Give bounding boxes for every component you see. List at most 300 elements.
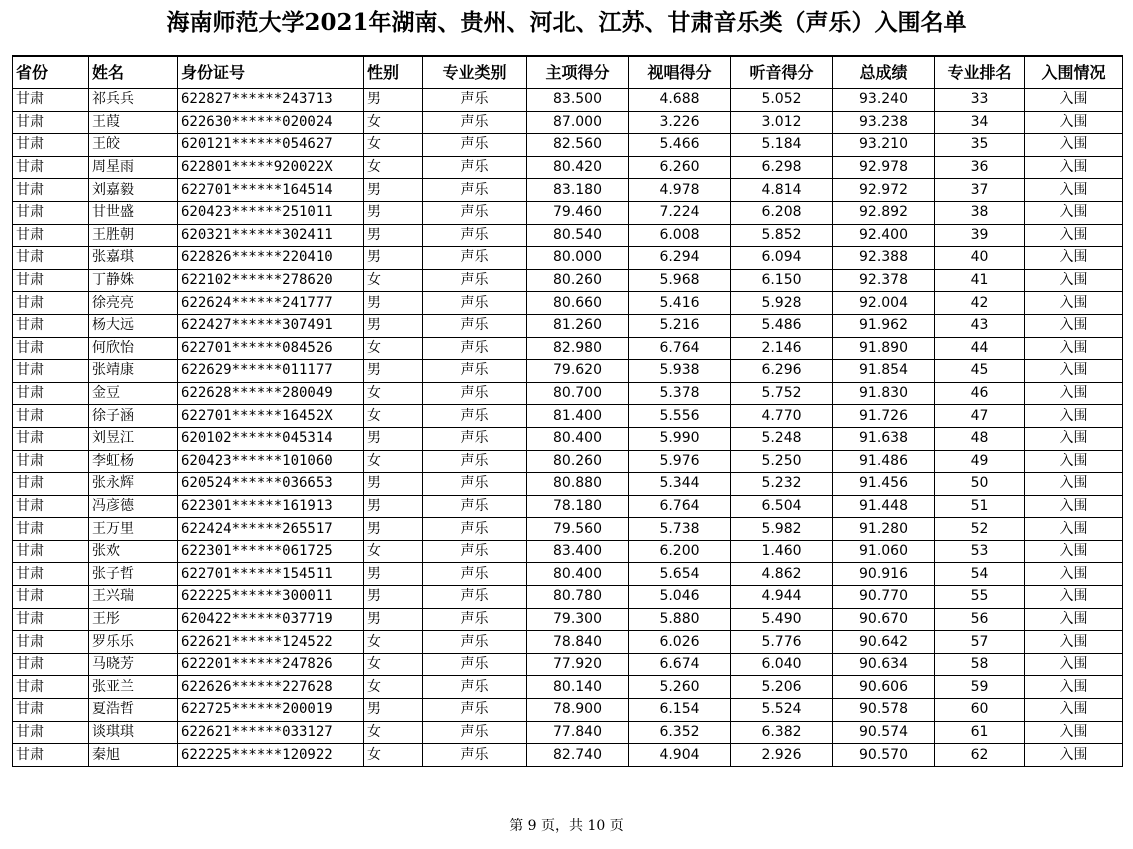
cell-ear-training-score: 2.926: [731, 744, 833, 767]
cell-gender: 男: [364, 179, 423, 202]
cell-major-rank: 52: [935, 518, 1025, 541]
cell-province: 甘肃: [13, 744, 89, 767]
cell-province: 甘肃: [13, 247, 89, 270]
table-row: [13, 676, 1123, 699]
header-main-score: 主项得分: [527, 56, 629, 89]
cell-admission-status: 入围: [1025, 518, 1123, 541]
cell-gender: 女: [364, 676, 423, 699]
cell-province: 甘肃: [13, 631, 89, 654]
cell-sight-singing-score: 6.294: [629, 247, 731, 270]
header-ear-training-score: 听音得分: [731, 56, 833, 89]
cell-ear-training-score: 4.770: [731, 405, 833, 428]
cell-province: 甘肃: [13, 450, 89, 473]
cell-sight-singing-score: 5.738: [629, 518, 731, 541]
cell-ear-training-score: 5.928: [731, 292, 833, 315]
cell-id-number: 622701******084526: [178, 337, 364, 360]
table-row: [13, 247, 1123, 270]
cell-province: 甘肃: [13, 676, 89, 699]
cell-major-category: 声乐: [423, 156, 527, 179]
cell-major-category: 声乐: [423, 360, 527, 383]
cell-name: 王葭: [89, 111, 178, 134]
cell-ear-training-score: 3.012: [731, 111, 833, 134]
cell-major-category: 声乐: [423, 427, 527, 450]
cell-main-score: 79.620: [527, 360, 629, 383]
cell-major-rank: 51: [935, 495, 1025, 518]
cell-sight-singing-score: 6.352: [629, 721, 731, 744]
cell-main-score: 79.300: [527, 608, 629, 631]
cell-total-score: 93.210: [833, 134, 935, 157]
cell-major-rank: 37: [935, 179, 1025, 202]
cell-major-rank: 47: [935, 405, 1025, 428]
cell-id-number: 622424******265517: [178, 518, 364, 541]
cell-ear-training-score: 5.486: [731, 314, 833, 337]
cell-major-rank: 49: [935, 450, 1025, 473]
cell-total-score: 93.238: [833, 111, 935, 134]
cell-sight-singing-score: 5.046: [629, 586, 731, 609]
table-row: [13, 201, 1123, 224]
table-row: [13, 518, 1123, 541]
cell-main-score: 80.420: [527, 156, 629, 179]
cell-major-category: 声乐: [423, 586, 527, 609]
table-row: [13, 427, 1123, 450]
cell-ear-training-score: 5.852: [731, 224, 833, 247]
cell-sight-singing-score: 5.968: [629, 269, 731, 292]
cell-name: 金豆: [89, 382, 178, 405]
cell-admission-status: 入围: [1025, 563, 1123, 586]
cell-major-rank: 55: [935, 586, 1025, 609]
cell-gender: 女: [364, 653, 423, 676]
table-row: [13, 314, 1123, 337]
cell-province: 甘肃: [13, 360, 89, 383]
header-id-number: 身份证号: [178, 56, 364, 89]
cell-admission-status: 入围: [1025, 360, 1123, 383]
cell-id-number: 620524******036653: [178, 473, 364, 496]
cell-main-score: 80.700: [527, 382, 629, 405]
cell-ear-training-score: 6.040: [731, 653, 833, 676]
cell-total-score: 92.892: [833, 201, 935, 224]
cell-main-score: 77.840: [527, 721, 629, 744]
cell-admission-status: 入围: [1025, 337, 1123, 360]
cell-major-rank: 38: [935, 201, 1025, 224]
cell-main-score: 77.920: [527, 653, 629, 676]
table-row: [13, 156, 1123, 179]
cell-main-score: 80.780: [527, 586, 629, 609]
cell-ear-training-score: 6.298: [731, 156, 833, 179]
cell-gender: 女: [364, 540, 423, 563]
cell-admission-status: 入围: [1025, 631, 1123, 654]
cell-province: 甘肃: [13, 518, 89, 541]
cell-major-rank: 42: [935, 292, 1025, 315]
cell-name: 张亚兰: [89, 676, 178, 699]
cell-id-number: 620102******045314: [178, 427, 364, 450]
cell-gender: 男: [364, 89, 423, 112]
cell-id-number: 622701******16452X: [178, 405, 364, 428]
cell-total-score: 90.916: [833, 563, 935, 586]
cell-main-score: 80.540: [527, 224, 629, 247]
cell-gender: 男: [364, 224, 423, 247]
cell-ear-training-score: 6.208: [731, 201, 833, 224]
cell-total-score: 91.890: [833, 337, 935, 360]
cell-gender: 男: [364, 608, 423, 631]
table-row: [13, 89, 1123, 112]
header-major-rank: 专业排名: [935, 56, 1025, 89]
cell-major-rank: 60: [935, 699, 1025, 722]
cell-admission-status: 入围: [1025, 201, 1123, 224]
cell-name: 甘世盛: [89, 201, 178, 224]
cell-total-score: 90.770: [833, 586, 935, 609]
table-row: [13, 405, 1123, 428]
cell-total-score: 90.634: [833, 653, 935, 676]
cell-ear-training-score: 6.094: [731, 247, 833, 270]
header-gender: 性别: [364, 56, 423, 89]
table-row: [13, 134, 1123, 157]
cell-sight-singing-score: 6.764: [629, 337, 731, 360]
cell-main-score: 80.000: [527, 247, 629, 270]
cell-province: 甘肃: [13, 201, 89, 224]
cell-admission-status: 入围: [1025, 744, 1123, 767]
cell-ear-training-score: 5.982: [731, 518, 833, 541]
cell-province: 甘肃: [13, 134, 89, 157]
cell-gender: 男: [364, 518, 423, 541]
cell-gender: 女: [364, 134, 423, 157]
cell-id-number: 620321******302411: [178, 224, 364, 247]
cell-major-rank: 35: [935, 134, 1025, 157]
cell-gender: 男: [364, 314, 423, 337]
cell-major-category: 声乐: [423, 563, 527, 586]
cell-total-score: 91.456: [833, 473, 935, 496]
cell-gender: 女: [364, 721, 423, 744]
cell-gender: 男: [364, 247, 423, 270]
cell-total-score: 91.962: [833, 314, 935, 337]
cell-admission-status: 入围: [1025, 676, 1123, 699]
page-footer: 第 9 页，共 10 页: [509, 818, 624, 834]
cell-name: 祁兵兵: [89, 89, 178, 112]
cell-id-number: 622225******300011: [178, 586, 364, 609]
cell-major-category: 声乐: [423, 608, 527, 631]
cell-total-score: 90.606: [833, 676, 935, 699]
cell-province: 甘肃: [13, 337, 89, 360]
cell-main-score: 80.880: [527, 473, 629, 496]
table-row: [13, 473, 1123, 496]
cell-main-score: 78.840: [527, 631, 629, 654]
cell-province: 甘肃: [13, 473, 89, 496]
cell-sight-singing-score: 6.674: [629, 653, 731, 676]
cell-main-score: 80.260: [527, 269, 629, 292]
header-total-score: 总成绩: [833, 56, 935, 89]
cell-major-category: 声乐: [423, 269, 527, 292]
cell-province: 甘肃: [13, 179, 89, 202]
cell-main-score: 80.260: [527, 450, 629, 473]
cell-ear-training-score: 6.504: [731, 495, 833, 518]
cell-major-category: 声乐: [423, 314, 527, 337]
cell-total-score: 91.638: [833, 427, 935, 450]
cell-major-category: 声乐: [423, 89, 527, 112]
table-row: [13, 744, 1123, 767]
cell-total-score: 92.378: [833, 269, 935, 292]
cell-name: 马晓芳: [89, 653, 178, 676]
cell-gender: 女: [364, 744, 423, 767]
cell-main-score: 78.180: [527, 495, 629, 518]
cell-name: 李虹杨: [89, 450, 178, 473]
cell-major-rank: 39: [935, 224, 1025, 247]
cell-major-category: 声乐: [423, 450, 527, 473]
table-row: [13, 450, 1123, 473]
cell-ear-training-score: 5.232: [731, 473, 833, 496]
table-row: [13, 608, 1123, 631]
cell-admission-status: 入围: [1025, 134, 1123, 157]
cell-ear-training-score: 5.490: [731, 608, 833, 631]
cell-total-score: 92.972: [833, 179, 935, 202]
cell-major-category: 声乐: [423, 247, 527, 270]
cell-province: 甘肃: [13, 653, 89, 676]
cell-major-rank: 56: [935, 608, 1025, 631]
cell-total-score: 91.854: [833, 360, 935, 383]
cell-id-number: 622629******011177: [178, 360, 364, 383]
cell-name: 夏浩哲: [89, 699, 178, 722]
cell-gender: 女: [364, 156, 423, 179]
cell-sight-singing-score: 6.260: [629, 156, 731, 179]
cell-id-number: 622725******200019: [178, 699, 364, 722]
cell-major-rank: 57: [935, 631, 1025, 654]
cell-gender: 男: [364, 699, 423, 722]
cell-major-rank: 54: [935, 563, 1025, 586]
cell-name: 徐子涵: [89, 405, 178, 428]
cell-name: 张嘉琪: [89, 247, 178, 270]
cell-province: 甘肃: [13, 111, 89, 134]
cell-id-number: 622827******243713: [178, 89, 364, 112]
cell-name: 周星雨: [89, 156, 178, 179]
cell-major-category: 声乐: [423, 337, 527, 360]
cell-admission-status: 入围: [1025, 269, 1123, 292]
cell-province: 甘肃: [13, 382, 89, 405]
cell-sight-singing-score: 5.260: [629, 676, 731, 699]
table-row: [13, 495, 1123, 518]
cell-admission-status: 入围: [1025, 224, 1123, 247]
cell-major-category: 声乐: [423, 473, 527, 496]
cell-major-rank: 33: [935, 89, 1025, 112]
cell-sight-singing-score: 5.416: [629, 292, 731, 315]
cell-major-rank: 59: [935, 676, 1025, 699]
page-title: 海南师范大学2021年湖南、贵州、河北、江苏、甘肃音乐类（声乐）入围名单: [166, 9, 967, 36]
cell-id-number: 620423******251011: [178, 201, 364, 224]
cell-major-category: 声乐: [423, 744, 527, 767]
cell-gender: 男: [364, 495, 423, 518]
cell-major-rank: 43: [935, 314, 1025, 337]
cell-gender: 男: [364, 292, 423, 315]
cell-id-number: 622427******307491: [178, 314, 364, 337]
cell-main-score: 82.980: [527, 337, 629, 360]
cell-id-number: 620423******101060: [178, 450, 364, 473]
cell-gender: 男: [364, 473, 423, 496]
cell-province: 甘肃: [13, 156, 89, 179]
table-row: [13, 721, 1123, 744]
cell-total-score: 93.240: [833, 89, 935, 112]
cell-name: 王兴瑞: [89, 586, 178, 609]
cell-sight-singing-score: 5.216: [629, 314, 731, 337]
cell-major-rank: 53: [935, 540, 1025, 563]
cell-province: 甘肃: [13, 608, 89, 631]
cell-main-score: 83.500: [527, 89, 629, 112]
cell-main-score: 80.400: [527, 563, 629, 586]
cell-id-number: 622701******154511: [178, 563, 364, 586]
cell-sight-singing-score: 5.344: [629, 473, 731, 496]
cell-total-score: 90.670: [833, 608, 935, 631]
cell-name: 谈琪琪: [89, 721, 178, 744]
cell-ear-training-score: 5.776: [731, 631, 833, 654]
cell-id-number: 622621******124522: [178, 631, 364, 654]
header-sight-singing-score: 视唱得分: [629, 56, 731, 89]
cell-id-number: 622628******280049: [178, 382, 364, 405]
cell-name: 罗乐乐: [89, 631, 178, 654]
cell-sight-singing-score: 6.764: [629, 495, 731, 518]
cell-admission-status: 入围: [1025, 382, 1123, 405]
cell-total-score: 90.574: [833, 721, 935, 744]
cell-id-number: 622801*****920022X: [178, 156, 364, 179]
cell-total-score: 91.486: [833, 450, 935, 473]
table-row: [13, 292, 1123, 315]
cell-major-category: 声乐: [423, 699, 527, 722]
cell-total-score: 92.978: [833, 156, 935, 179]
cell-name: 杨大远: [89, 314, 178, 337]
cell-main-score: 81.400: [527, 405, 629, 428]
cell-province: 甘肃: [13, 89, 89, 112]
cell-gender: 女: [364, 111, 423, 134]
cell-major-category: 声乐: [423, 676, 527, 699]
cell-total-score: 90.642: [833, 631, 935, 654]
cell-name: 徐亮亮: [89, 292, 178, 315]
cell-gender: 男: [364, 201, 423, 224]
cell-name: 刘昱江: [89, 427, 178, 450]
cell-name: 刘嘉毅: [89, 179, 178, 202]
cell-total-score: 91.448: [833, 495, 935, 518]
cell-total-score: 92.004: [833, 292, 935, 315]
cell-id-number: 622201******247826: [178, 653, 364, 676]
cell-major-category: 声乐: [423, 540, 527, 563]
cell-name: 冯彦德: [89, 495, 178, 518]
cell-ear-training-score: 5.206: [731, 676, 833, 699]
table-row: [13, 111, 1123, 134]
cell-admission-status: 入围: [1025, 699, 1123, 722]
cell-name: 王皎: [89, 134, 178, 157]
table-row: [13, 224, 1123, 247]
table-row: [13, 699, 1123, 722]
cell-admission-status: 入围: [1025, 247, 1123, 270]
cell-total-score: 91.726: [833, 405, 935, 428]
table-row: [13, 382, 1123, 405]
cell-major-rank: 50: [935, 473, 1025, 496]
cell-gender: 女: [364, 405, 423, 428]
cell-ear-training-score: 6.150: [731, 269, 833, 292]
cell-id-number: 622626******227628: [178, 676, 364, 699]
cell-province: 甘肃: [13, 292, 89, 315]
cell-major-rank: 36: [935, 156, 1025, 179]
cell-gender: 女: [364, 269, 423, 292]
cell-main-score: 80.400: [527, 427, 629, 450]
cell-province: 甘肃: [13, 269, 89, 292]
cell-id-number: 622621******033127: [178, 721, 364, 744]
cell-sight-singing-score: 6.154: [629, 699, 731, 722]
cell-id-number: 620422******037719: [178, 608, 364, 631]
cell-main-score: 81.260: [527, 314, 629, 337]
cell-major-category: 声乐: [423, 111, 527, 134]
cell-name: 张子哲: [89, 563, 178, 586]
header-admission-status: 入围情况: [1025, 56, 1123, 89]
cell-province: 甘肃: [13, 563, 89, 586]
cell-id-number: 622225******120922: [178, 744, 364, 767]
cell-major-rank: 34: [935, 111, 1025, 134]
cell-major-category: 声乐: [423, 134, 527, 157]
cell-major-rank: 61: [935, 721, 1025, 744]
cell-admission-status: 入围: [1025, 473, 1123, 496]
cell-ear-training-score: 5.184: [731, 134, 833, 157]
cell-sight-singing-score: 6.026: [629, 631, 731, 654]
cell-id-number: 622301******061725: [178, 540, 364, 563]
cell-gender: 男: [364, 427, 423, 450]
cell-province: 甘肃: [13, 224, 89, 247]
cell-name: 王彤: [89, 608, 178, 631]
admission-table: [12, 55, 1123, 767]
cell-province: 甘肃: [13, 721, 89, 744]
cell-id-number: 622624******241777: [178, 292, 364, 315]
cell-major-rank: 62: [935, 744, 1025, 767]
cell-admission-status: 入围: [1025, 540, 1123, 563]
cell-major-category: 声乐: [423, 224, 527, 247]
cell-main-score: 80.140: [527, 676, 629, 699]
table-header-row: [13, 56, 1123, 89]
cell-name: 秦旭: [89, 744, 178, 767]
cell-total-score: 91.830: [833, 382, 935, 405]
cell-ear-training-score: 5.752: [731, 382, 833, 405]
table-row: [13, 540, 1123, 563]
cell-admission-status: 入围: [1025, 292, 1123, 315]
cell-major-category: 声乐: [423, 721, 527, 744]
cell-ear-training-score: 4.944: [731, 586, 833, 609]
cell-main-score: 79.560: [527, 518, 629, 541]
cell-name: 张永辉: [89, 473, 178, 496]
table-row: [13, 360, 1123, 383]
cell-total-score: 91.060: [833, 540, 935, 563]
header-major-category: 专业类别: [423, 56, 527, 89]
cell-main-score: 79.460: [527, 201, 629, 224]
cell-sight-singing-score: 7.224: [629, 201, 731, 224]
cell-major-category: 声乐: [423, 179, 527, 202]
cell-sight-singing-score: 5.556: [629, 405, 731, 428]
cell-major-category: 声乐: [423, 495, 527, 518]
table-row: [13, 563, 1123, 586]
cell-ear-training-score: 5.524: [731, 699, 833, 722]
cell-sight-singing-score: 6.008: [629, 224, 731, 247]
cell-province: 甘肃: [13, 405, 89, 428]
cell-sight-singing-score: 4.978: [629, 179, 731, 202]
table-row: [13, 586, 1123, 609]
cell-name: 张靖康: [89, 360, 178, 383]
cell-admission-status: 入围: [1025, 179, 1123, 202]
cell-ear-training-score: 5.052: [731, 89, 833, 112]
cell-ear-training-score: 6.382: [731, 721, 833, 744]
cell-admission-status: 入围: [1025, 156, 1123, 179]
cell-sight-singing-score: 6.200: [629, 540, 731, 563]
cell-major-category: 声乐: [423, 631, 527, 654]
cell-province: 甘肃: [13, 699, 89, 722]
cell-total-score: 90.570: [833, 744, 935, 767]
cell-major-category: 声乐: [423, 518, 527, 541]
cell-ear-training-score: 4.862: [731, 563, 833, 586]
table-row: [13, 337, 1123, 360]
cell-total-score: 91.280: [833, 518, 935, 541]
cell-major-rank: 45: [935, 360, 1025, 383]
cell-total-score: 92.388: [833, 247, 935, 270]
cell-major-rank: 44: [935, 337, 1025, 360]
